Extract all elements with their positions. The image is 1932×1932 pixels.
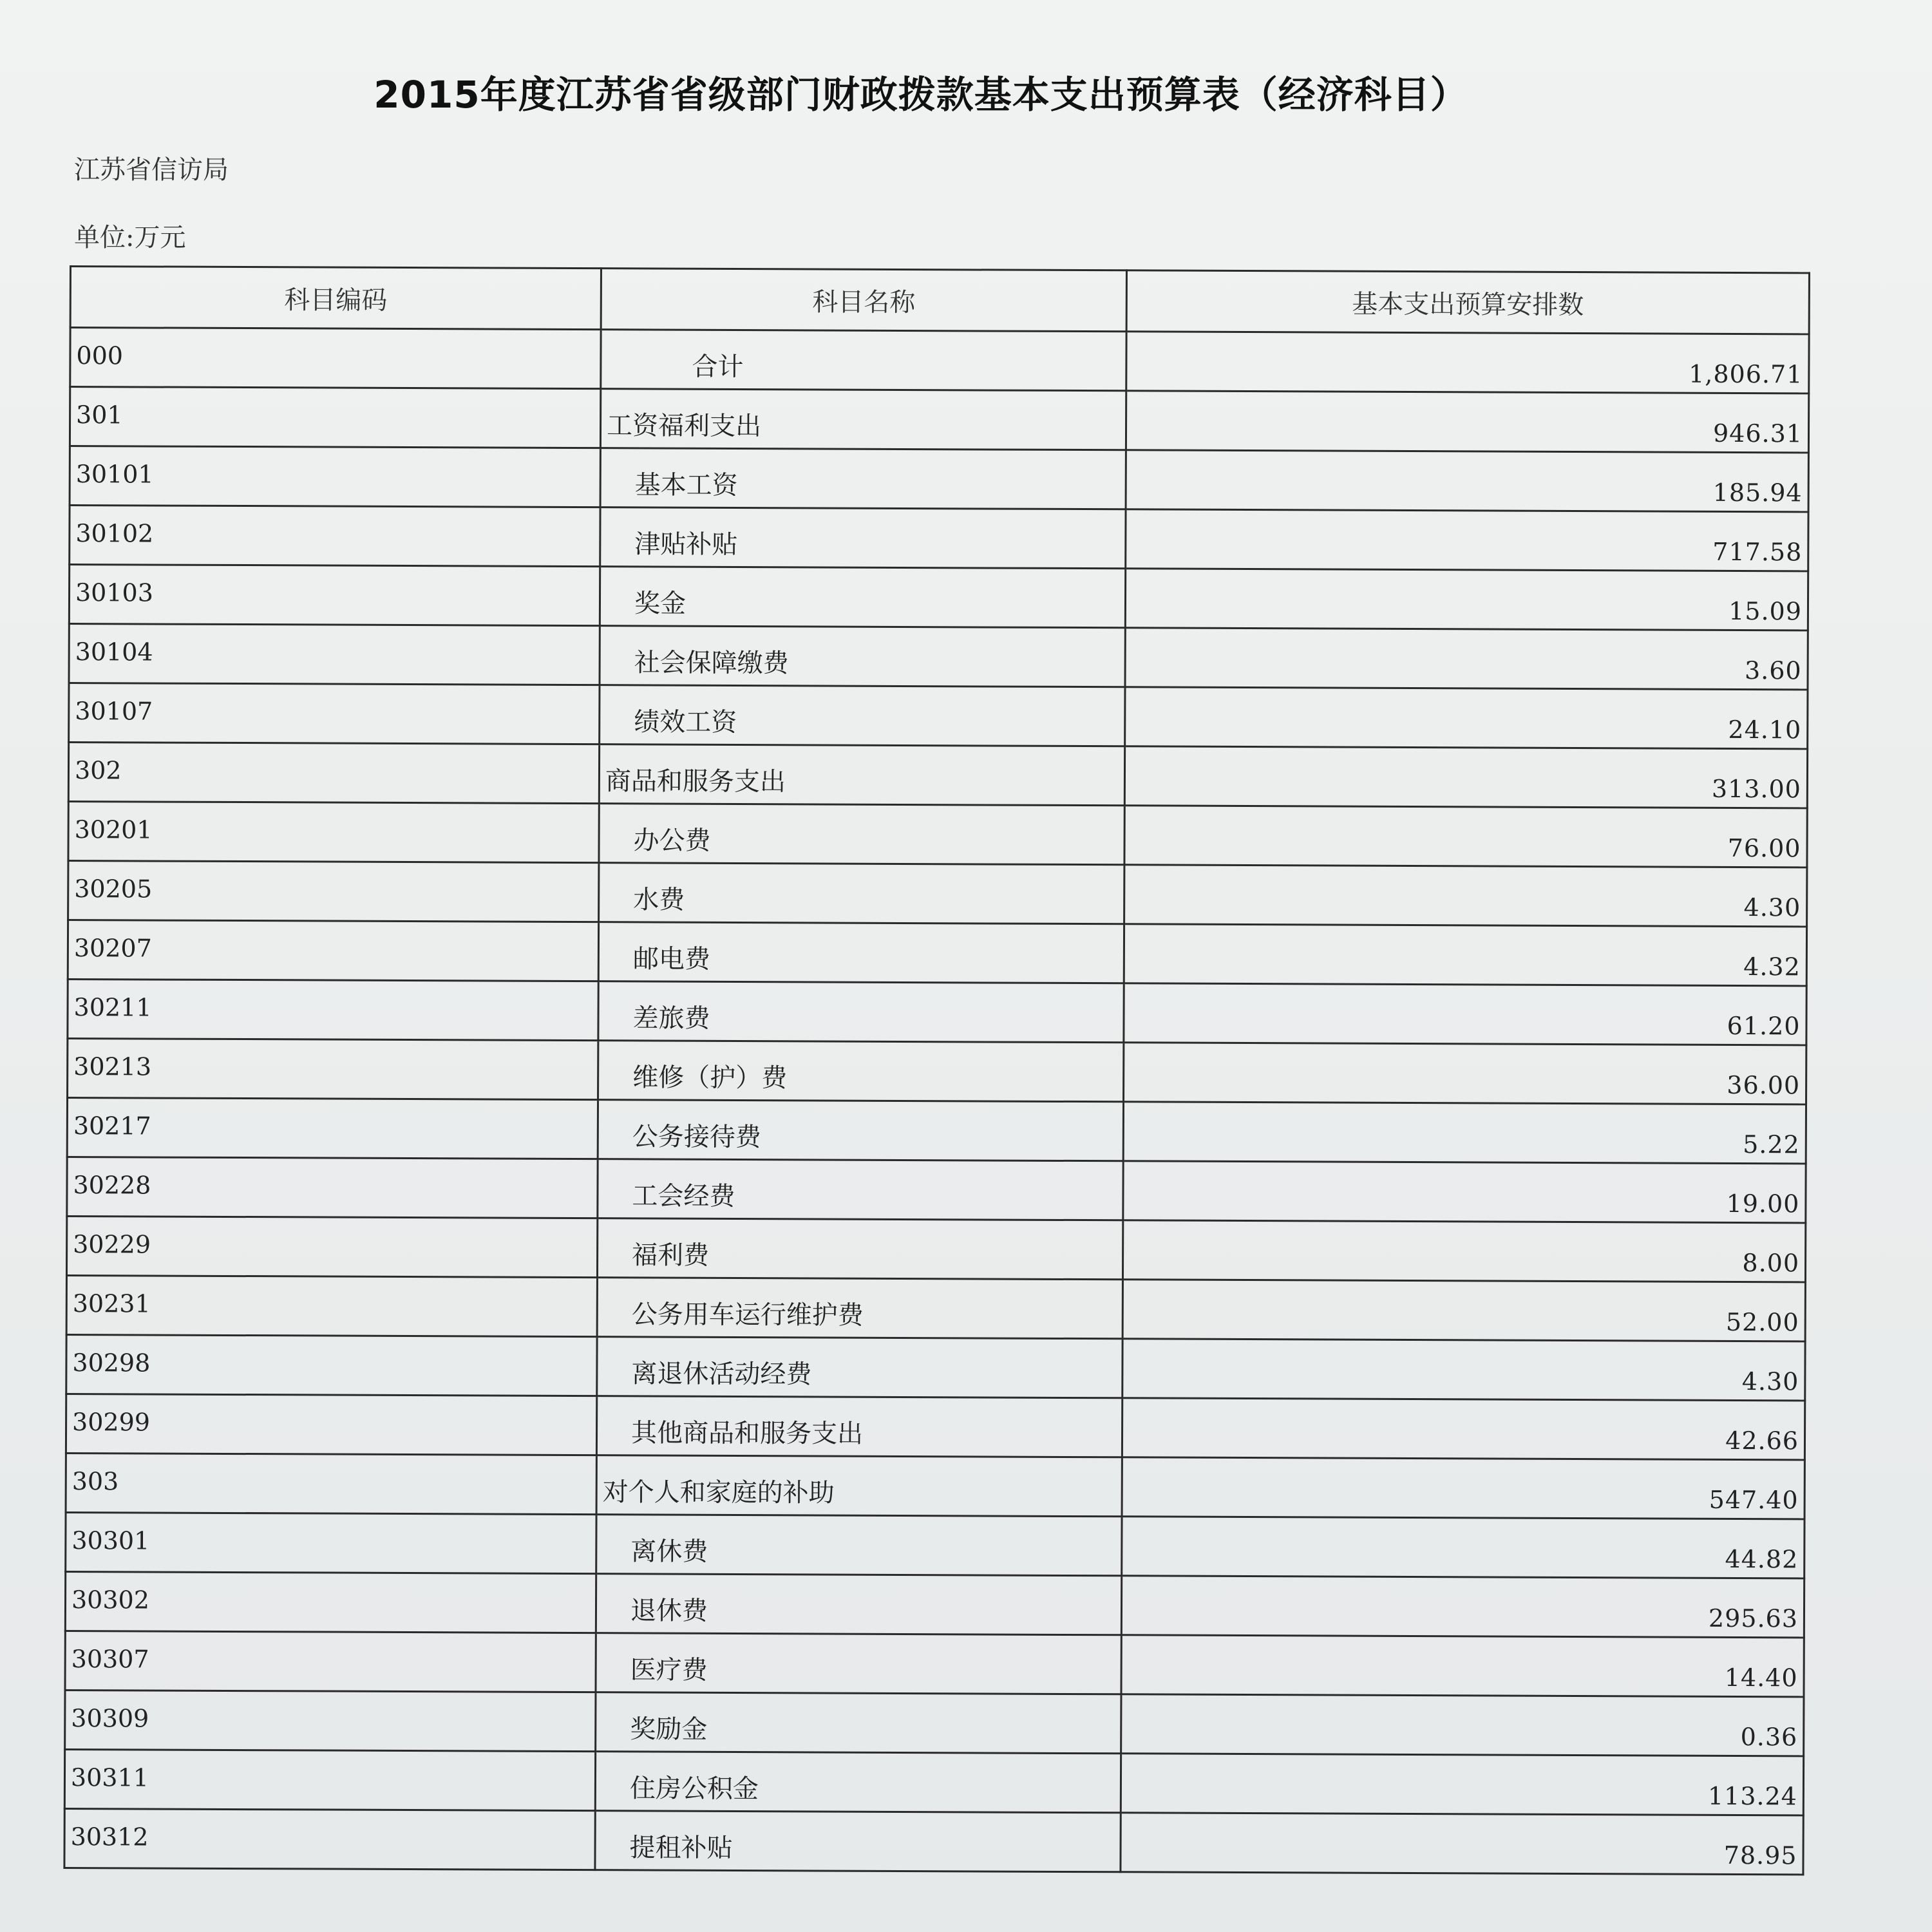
subject-name: 邮电费 <box>632 944 710 974</box>
subject-name: 工会经费 <box>632 1181 735 1211</box>
subject-code: 30231 <box>72 1289 151 1318</box>
code-cell <box>67 1097 598 1159</box>
subject-code: 30103 <box>75 578 154 607</box>
code-cell <box>70 328 601 389</box>
code-cell <box>68 743 599 804</box>
budget-amount: 185.94 <box>1712 478 1803 507</box>
code-cell <box>67 1157 598 1218</box>
amount-cell <box>1122 1457 1804 1519</box>
amount-cell <box>1125 569 1808 630</box>
department-name: 江苏省信访局 <box>74 155 229 185</box>
subject-name: 合计 <box>692 352 744 383</box>
name-cell <box>596 1574 1121 1635</box>
amount-cell <box>1124 983 1806 1045</box>
code-cell <box>64 1749 595 1810</box>
subject-code: 30211 <box>73 993 152 1022</box>
name-cell <box>600 626 1125 687</box>
name-cell <box>600 567 1125 628</box>
table-row <box>65 1571 1804 1637</box>
name-cell <box>599 804 1124 865</box>
budget-amount: 78.95 <box>1723 1841 1797 1870</box>
table-row <box>69 565 1808 630</box>
table-row <box>66 1394 1804 1459</box>
name-cell <box>599 863 1124 924</box>
subject-code: 30104 <box>75 638 153 667</box>
subject-code: 301 <box>76 401 123 430</box>
budget-amount: 76.00 <box>1727 833 1801 863</box>
name-cell <box>600 448 1126 509</box>
subject-name: 住房公积金 <box>629 1774 759 1804</box>
subject-code: 30107 <box>75 697 153 726</box>
name-cell <box>599 744 1124 806</box>
subject-code: 303 <box>71 1467 119 1496</box>
name-cell <box>598 922 1124 983</box>
subject-code: 000 <box>76 341 124 370</box>
subject-code: 30301 <box>71 1526 150 1555</box>
amount-cell <box>1124 746 1807 808</box>
budget-amount: 8.00 <box>1742 1248 1800 1278</box>
code-cell <box>69 624 600 685</box>
code-cell <box>70 506 600 567</box>
amount-cell <box>1123 1102 1806 1164</box>
budget-amount: 5.22 <box>1743 1130 1800 1159</box>
budget-amount: 295.63 <box>1708 1604 1799 1633</box>
document-title: 2015年度江苏省省级部门财政拨款基本支出预算表（经济科目） <box>374 73 1468 117</box>
amount-cell <box>1124 806 1807 867</box>
code-cell <box>68 920 598 981</box>
amount-cell <box>1121 1813 1803 1875</box>
name-cell <box>600 507 1126 569</box>
name-cell <box>596 1396 1122 1457</box>
code-cell <box>69 565 600 626</box>
budget-amount: 52.00 <box>1725 1307 1799 1337</box>
code-cell <box>66 1216 597 1277</box>
table-row <box>66 1334 1805 1400</box>
amount-cell <box>1126 450 1808 512</box>
table-row <box>67 1097 1806 1163</box>
amount-cell <box>1121 1576 1804 1638</box>
table-row <box>69 683 1808 749</box>
subject-name: 提租补贴 <box>629 1833 733 1863</box>
amount-cell <box>1124 1043 1806 1104</box>
table-row <box>68 1038 1806 1104</box>
budget-amount: 15.09 <box>1728 596 1803 626</box>
table-row <box>68 860 1807 926</box>
name-cell <box>598 1041 1124 1102</box>
subject-name: 其他商品和服务支出 <box>630 1418 864 1449</box>
amount-cell <box>1121 1694 1804 1756</box>
code-cell <box>66 1453 596 1514</box>
table-row <box>65 1690 1804 1756</box>
table-row <box>66 1512 1804 1578</box>
unit-label: 单位:万元 <box>74 223 186 252</box>
table-row <box>68 920 1806 985</box>
subject-code: 30307 <box>71 1645 149 1674</box>
subject-name: 离退休活动经费 <box>631 1359 812 1390</box>
amount-cell <box>1124 924 1806 986</box>
amount-cell <box>1125 687 1808 749</box>
name-cell <box>598 1100 1123 1161</box>
name-cell <box>595 1811 1121 1872</box>
subject-code: 30229 <box>73 1230 151 1259</box>
code-cell <box>69 683 600 744</box>
subject-code: 302 <box>74 756 122 785</box>
table-row <box>70 506 1808 571</box>
name-cell <box>597 1278 1122 1339</box>
budget-amount: 0.36 <box>1740 1722 1798 1752</box>
budget-amount: 19.00 <box>1726 1189 1800 1218</box>
subject-name: 退休费 <box>630 1596 708 1626</box>
code-cell <box>68 979 598 1040</box>
budget-amount: 14.40 <box>1724 1663 1798 1692</box>
code-cell <box>65 1631 596 1692</box>
subject-code: 30207 <box>73 934 152 963</box>
subject-code: 30205 <box>74 875 153 904</box>
budget-amount: 36.00 <box>1727 1070 1801 1100</box>
budget-amount: 42.66 <box>1725 1426 1799 1455</box>
budget-amount: 4.30 <box>1741 1367 1799 1396</box>
budget-amount: 61.20 <box>1727 1011 1801 1041</box>
budget-amount: 1,806.71 <box>1689 359 1803 389</box>
subject-code: 30201 <box>74 815 153 844</box>
amount-cell <box>1121 1635 1804 1697</box>
code-cell <box>68 801 599 862</box>
name-cell <box>598 981 1124 1043</box>
budget-amount: 313.00 <box>1711 774 1801 804</box>
budget-amount: 547.40 <box>1709 1485 1799 1515</box>
name-cell <box>601 330 1126 391</box>
code-cell <box>66 1275 597 1336</box>
amount-cell <box>1123 1161 1806 1223</box>
subject-code: 30299 <box>72 1408 151 1437</box>
table-row <box>70 387 1808 453</box>
budget-amount: 946.31 <box>1712 419 1803 448</box>
amount-cell <box>1124 865 1807 927</box>
subject-name: 离休费 <box>630 1537 708 1567</box>
subject-code: 30217 <box>73 1112 151 1141</box>
budget-amount: 4.30 <box>1743 893 1801 922</box>
code-cell <box>65 1571 596 1633</box>
subject-name: 商品和服务支出 <box>605 766 786 797</box>
amount-cell <box>1122 1220 1805 1282</box>
subject-name: 基本工资 <box>634 470 738 500</box>
code-cell <box>68 860 599 922</box>
amount-cell <box>1126 332 1809 393</box>
table-row <box>64 1808 1803 1874</box>
table-row <box>66 1453 1804 1519</box>
subject-code: 30228 <box>73 1171 151 1200</box>
amount-cell <box>1126 391 1808 453</box>
table-row <box>70 446 1808 512</box>
amount-cell <box>1122 1339 1805 1401</box>
header-amount: 基本支出预算安排数 <box>1126 270 1809 334</box>
budget-amount: 113.24 <box>1707 1781 1797 1811</box>
code-cell <box>66 1334 597 1396</box>
name-cell <box>600 685 1125 746</box>
budget-amount: 24.10 <box>1728 715 1802 744</box>
code-cell <box>66 1512 596 1573</box>
table-row <box>66 1275 1805 1341</box>
name-cell <box>596 1692 1121 1754</box>
amount-cell <box>1126 509 1808 571</box>
code-cell <box>70 387 600 448</box>
name-cell <box>597 1337 1122 1398</box>
amount-cell <box>1125 628 1808 690</box>
code-cell <box>70 446 600 507</box>
name-cell <box>598 1159 1123 1220</box>
amount-cell <box>1122 1280 1805 1341</box>
header-name: 科目名称 <box>601 269 1126 332</box>
table-row <box>68 801 1807 867</box>
budget-amount: 44.82 <box>1725 1544 1799 1574</box>
table-row <box>67 1157 1806 1222</box>
code-cell <box>68 1038 598 1099</box>
table-row <box>68 743 1807 808</box>
subject-name: 维修（护）费 <box>632 1063 788 1094</box>
table-header-row <box>70 267 1809 334</box>
name-cell <box>596 1633 1121 1694</box>
name-cell <box>597 1218 1122 1280</box>
subject-name: 社会保障缴费 <box>634 648 789 679</box>
subject-name: 福利费 <box>632 1240 710 1271</box>
table-body <box>64 328 1809 1875</box>
budget-amount: 4.32 <box>1743 952 1801 981</box>
header-code: 科目编码 <box>70 267 601 330</box>
subject-name: 奖金 <box>634 589 687 619</box>
table-row <box>64 1749 1803 1815</box>
subject-name: 津贴补贴 <box>634 529 738 560</box>
amount-cell <box>1122 1517 1804 1578</box>
subject-name: 奖励金 <box>630 1714 708 1745</box>
budget-amount: 3.60 <box>1744 656 1802 685</box>
name-cell <box>600 389 1126 450</box>
code-cell <box>66 1394 596 1455</box>
code-cell <box>64 1808 595 1870</box>
table-row <box>65 1631 1804 1696</box>
subject-code: 30302 <box>71 1586 150 1615</box>
code-cell <box>65 1690 596 1751</box>
subject-code: 30311 <box>70 1763 149 1792</box>
amount-cell <box>1121 1754 1803 1815</box>
budget-table <box>63 265 1810 1875</box>
subject-name: 公务用车运行维护费 <box>631 1300 864 1331</box>
table-row <box>69 624 1808 690</box>
subject-name: 工资福利支出 <box>606 411 762 442</box>
subject-code: 30213 <box>73 1052 152 1081</box>
subject-code: 30101 <box>75 460 154 489</box>
subject-code: 30298 <box>72 1349 151 1378</box>
subject-name: 水费 <box>633 885 685 915</box>
subject-code: 30309 <box>71 1704 149 1733</box>
subject-code: 30312 <box>70 1823 149 1852</box>
budget-amount: 717.58 <box>1712 537 1803 567</box>
subject-name: 办公费 <box>633 826 711 856</box>
amount-cell <box>1122 1398 1804 1460</box>
table-row <box>70 328 1809 393</box>
name-cell <box>596 1515 1122 1576</box>
subject-name: 医疗费 <box>630 1655 708 1685</box>
subject-name: 绩效工资 <box>634 707 737 737</box>
subject-name: 差旅费 <box>632 1003 710 1034</box>
name-cell <box>596 1455 1122 1517</box>
subject-code: 30102 <box>75 519 154 548</box>
subject-name: 公务接待费 <box>632 1122 761 1153</box>
table-row <box>66 1216 1805 1282</box>
subject-name: 对个人和家庭的补助 <box>602 1477 835 1508</box>
table-row <box>68 979 1806 1045</box>
name-cell <box>595 1752 1121 1813</box>
